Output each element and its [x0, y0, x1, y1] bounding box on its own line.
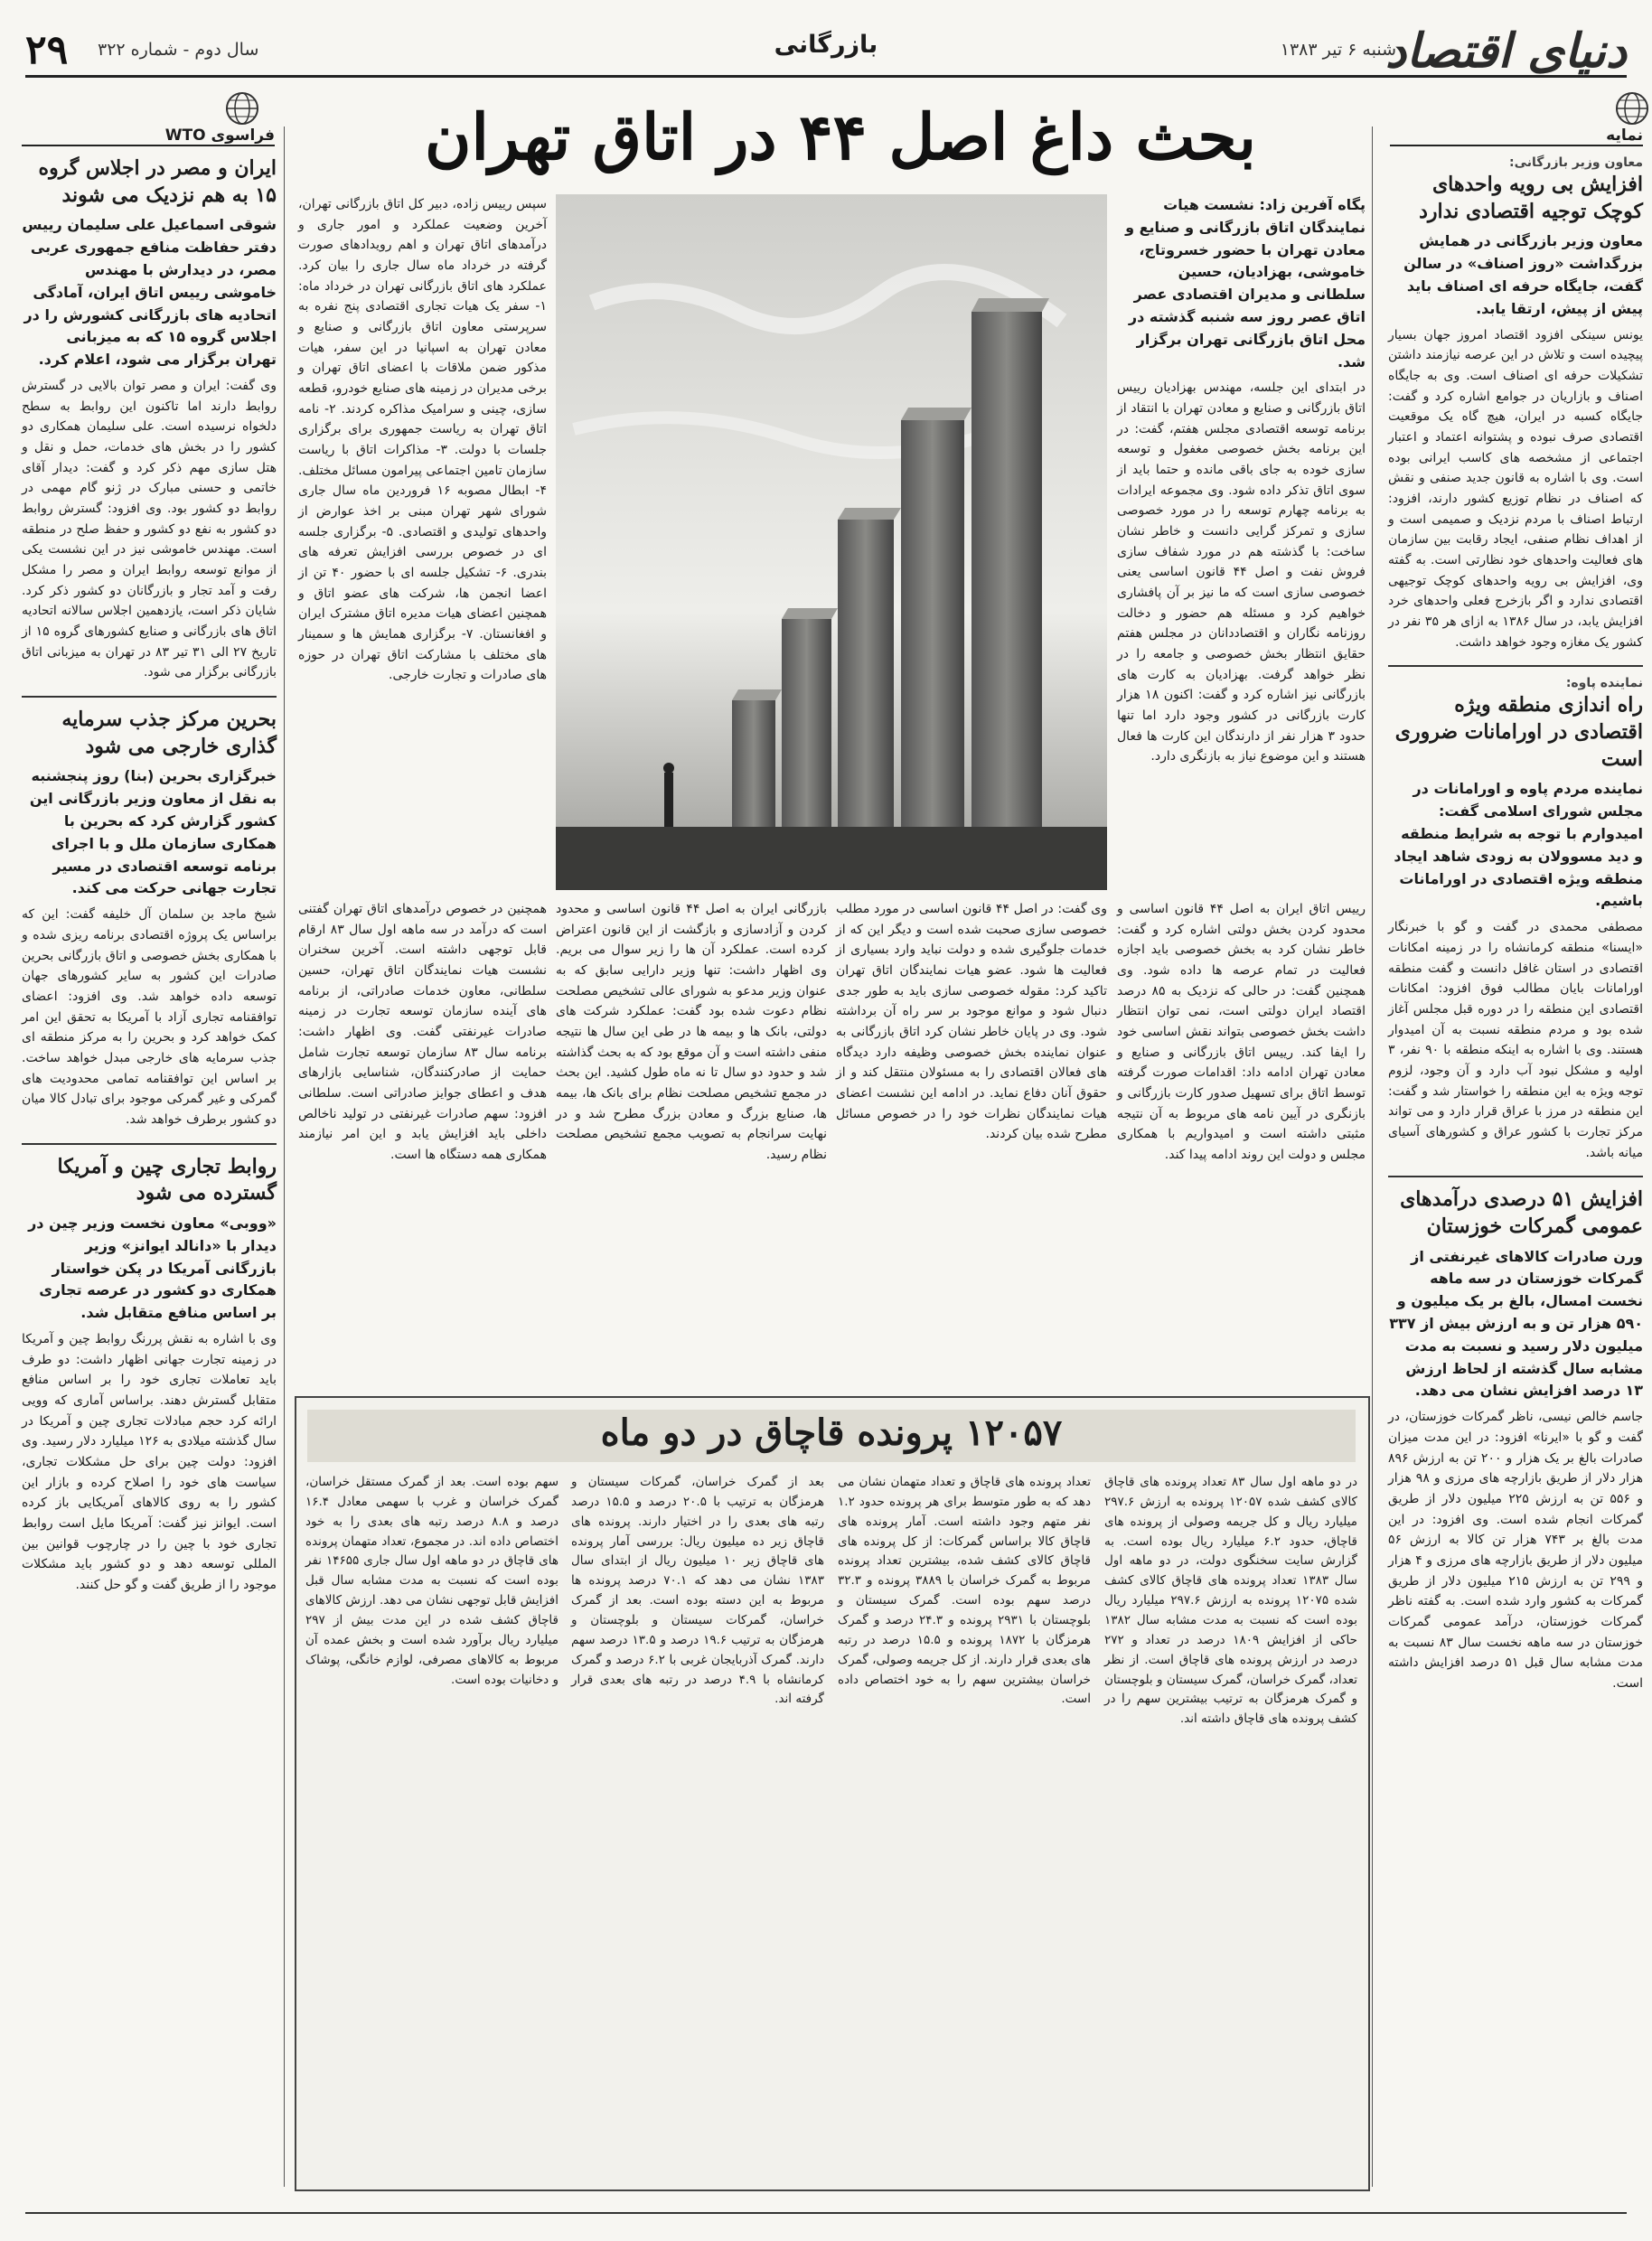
box-column: در دو ماهه اول سال ۸۳ تعداد پرونده های قاچاق کالای کشف شده ۱۲۰۵۷ پرونده به ارزش ۲۹۷.۶ میلیارد ریال و کل جریمه وصولی از پرونده های قاچاق، حدود ۶.۲ میلیارد ریال بوده است. به گزارش سایت سخنگوی دولت، در دو ماهه اول سال ۱۳۸۳ تعداد پرونده های قاچاق کالای کشف شده ۱۲۰۷۵ پرونده به ارزش ۲۹۷.۶ میلیارد ریال بوده است که نسبت به مدت مشابه سال ۱۳۸۲ حاکی از افزایش ۱۸۰۹ درصد در تعداد و ۲۷۲ درصد در ارزش پرونده های قاچاق است. از نظر تعداد، گمرک خراسان، گمرک سیستان و بلوچستان و گمرک هرمزگان به ترتیب بیشترین سهم را در کشف پرونده های قاچاق داشته اند. — [1104, 1475, 1357, 1727]
page-number: ۲۹ — [25, 27, 69, 73]
story-lead: خبرگزاری بحرین (بنا) روز پنجشنبه به نقل از معاون وزیر بازرگانی این کشور گزارش کرد که بحرین با همکاری سازمان ملل و با اجرای برنامه توسعه اقتصادی در مسیر تجارت جهانی حرکت می کند. — [29, 767, 277, 897]
story-kicker: معاون وزیر بازرگانی: — [1508, 155, 1643, 170]
story-kicker: نماینده پاوه: — [1565, 676, 1643, 691]
box-column: تعداد پرونده های قاچاق و تعداد متهمان نشان می دهد که به طور متوسط برای هر پرونده حدود ۱.۲ نفر متهم وجود داشته است. آمار پرونده های قاچاق کالا براساس گمرکات: از کل پرونده های قاچاق کالای کشف شده، بیشترین تعداد پرونده مربوط به گمرک خراسان با ۳۸۸۹ پرونده و ۳۲.۳ درصد سهم بوده است. گمرک سیستان و بلوچستان با ۲۹۳۱ پرونده و ۲۴.۳ درصد و گمرک هرمزگان با ۱۸۷۲ پرونده و ۱۵.۵ درصد در رتبه های بعدی قرار دارند. از کل جریمه وصولی، گمرک خراسان بیشترین سهم را به خود اختصاص داده است. — [838, 1475, 1091, 1707]
story-body: جاسم خالص نیسی، ناظر گمرکات خوزستان، در گفت و گو با «ایرنا» افزود: در این مدت میزان صادرات بالغ بر یک هزار و ۲۰۰ تن به ارزش ۸۹۶ هزار دلار از طریق بازارچه های مرزی و ۹۸ هزار و ۵۵۶ تن به ارزش ۲۲۵ میلیون دلار از طریق گمرکات انجام شده است. وی افزود: در این مدت بالغ بر ۷۴۳ هزار تن کالا به ارزش ۵۶ میلیون دلار از طریق بازارچه های مرزی و ۴ هزار و ۲۹۹ تن به ارزش ۲۱۵ میلیون دلار از طریق گمرکات به کشور وارد شده است. به گفته ناظر گمرکات خوزستان، درآمد عمومی گمرکات خوزستان در سه ماهه نخست سال ۸۳ نسبت به مدت مشابه سال قبل ۵۱ درصد افزایش داشته است. — [1388, 1410, 1644, 1691]
story-lead: شوقی اسماعیل علی سلیمان رییس دفتر حفاظت منافع جمهوری عربی مصر، در دیدارش با مهندس خاموشی رییس اتاق ایران، آمادگی اتحادیه های بازرگانی کشورش را در اجلاس گروه ۱۵ که به میزبانی تهران برگزار می شود، اعلام کرد. — [22, 216, 277, 369]
story-lead: معاون وزیر بازرگانی در همایش بزرگداشت «روز اصناف» در سالن گفت، جایگاه حرفه ای اصناف باید پیش از پیش، ارتقا یابد. — [1403, 232, 1643, 317]
box-column: بعد از گمرک خراسان، گمرکات سیستان و هرمزگان به ترتیب با ۲۰.۵ درصد و ۱۵.۵ درصد رتبه های بعدی را در اختیار دارند. پرونده های قاچاق زیر ده میلیون ریال: بررسی آمار پرونده های قاچاق زیر ۱۰ میلیون ریال از ابتدای سال ۱۳۸۳ نشان می دهد که ۷۰.۱ درصد پرونده ها مربوط به این دسته بوده است. بعد از گمرک خراسان، گمرکات سیستان و بلوچستان و هرمزگان به ترتیب ۱۹.۶ درصد و ۱۳.۵ درصد سهم دارند. گمرک آذربایجان غربی با ۶.۲ درصد و گمرک کرمانشاه با ۴.۹ درصد در رتبه های بعدی قرار گرفته اند. — [571, 1475, 824, 1707]
story-title: افزایش بی رویه واحدهای کوچک توجیه اقتصادی ندارد — [1419, 173, 1643, 223]
globe-icon — [1614, 90, 1650, 127]
story-body: وی با اشاره به نقش پررنگ روابط چین و آمریکا در زمینه تجارت جهانی اظهار داشت: دو طرف باید تعاملات تجاری خود را بر اساس منافع متقابل گسترش دهند. براساس آماری که وویی ارائه کرد حجم مبادلات تجاری چین و آمریکا در سال گذشته میلادی به ۱۲۶ میلیارد دلار رسید. وی افزود: دولت چین برای حل مشکلات تجاری، سیاست های خود را اصلاح کرده و بازار این کشور را به روی کالاهای آمریکایی باز کرده است. ایوانز نیز گفت: آمریکا مایل است روابط تجاری خود با چین را در چارچوب قوانین بین المللی توسعه دهد و دو کشور باید مشکلات موجود را از طریق گفت و گو حل کنند. — [22, 1331, 277, 1592]
section-divider — [22, 696, 277, 698]
article-text: وی گفت: در اصل ۴۴ قانون اساسی در مورد مطلب خصوصی سازی صحبت شده است و دیگر این که از خدمات جلوگیری شده و دولت نباید وارد بسیاری از فعالیت ها شود. عضو هیات نمایندگان اتاق تهران تاکید کرد: مقوله خصوصی سازی باید به طور جدی دنبال شود و موانع موجود بر سر راه آن برداشته شود. وی در پایان خاطر نشان کرد اتاق بازرگانی به عنوان نماینده بخش خصوصی وظیفه دارد دیدگاه های فعالان اقتصادی را به مسئولان منتقل کند و از حقوق آنان دفاع نماید. در ادامه این نشست اعضای هیات نمایندگان نظرات خود را در خصوص مسائل مطرح شده بیان کردند. — [836, 902, 1107, 1142]
story-lead: ورن صادرات کالاهای غیرنفتی از گمرکات خوزستان در سه ماهه نخست امسال، بالغ بر یک میلیون و ۵۹۰ هزار تن و به ارزش بیش از ۳۳۷ میلیون دلار رسید و نسبت به مدت مشابه سال گذشته از لحاظ ارزش ۱۳ درصد افزایش نشان می دهد. — [1389, 1247, 1643, 1400]
globe-icon — [224, 90, 260, 127]
section-divider — [22, 1143, 277, 1145]
article-text: بازرگانی ایران به اصل ۴۴ قانون اساسی و محدود کردن و آزادسازی و بازگشت از این قانون اعتراض کرده است. عملکرد آن ها را زیر سوال می بریم. وی اظهار داشت: تنها وزیر دارایی سابق که به عنوان وزیر مدعو به شورای عالی تشخیص مصلحت نظام دعوت شده بود گفت: عملکرد شرکت های دولتی، بانک ها و بیمه ها در طی این سال ها نتیجه منفی داشته است و آن موقع بود که به بحث گذاشته شد و حدود دو سال تا نه ماه طول کشید. این بحث در مجمع تشخیص مصلحت نظام برای بانک ها، بیمه ها، صنایع بزرگ و معادن بزرگ مطرح شد و در نهایت سرانجام به تصویب مجمع تشخیص مصلحت نظام رسید. — [556, 902, 827, 1163]
issue-info: سال دوم - شماره ۳۲۲ — [98, 40, 259, 60]
story-title: افزایش ۵۱ درصدی درآمدهای عمومی گمرکات خوزستان — [1400, 1187, 1643, 1238]
column-label-index: نمایه — [1390, 127, 1643, 146]
story-title: ایران و مصر در اجلاس گروه ۱۵ به هم نزدیک می شوند — [38, 156, 277, 207]
article-column — [298, 194, 547, 904]
article-text: سپس رییس زاده، دبیر کل اتاق بازرگانی تهران، آخرین وضعیت عملکرد و امور جاری و درآمدهای اتاق تهران و اهم رویدادهای صورت گرفته در خرداد ماه سال جاری را بیان کرد. عملکرد های اتاق بازرگانی تهران در خرداد ماه: ۱- سفر یک هیات تجاری اقتصادی پنج نفره به سرپرستی معاون اتاق بازرگانی و صنایع و معادن تهران به اسپانیا در این سفر، هیات مذکور ضمن ملاقات با اعضای اتاق تهران و برخی مدیران در زمینه های صنایع خودرو، قطعه سازی، چینی و سرامیک مذاکره کردند. ۲- نامه اتاق تهران به ریاست جمهوری برای برگزاری جلسات با دولت. ۳- مذاکرات اتاق با ریاست سازمان تامین اجتماعی پیرامون مسائل مختلف. ۴- ابطال مصوبه ۱۶ فروردین ماه سال جاری شورای شهر تهران مبنی بر اخذ عوارض از واحدهای تولیدی و اقتصادی. ۵- برگزاری جلسه ای در خصوص بررسی افزایش تعرفه های بندری. ۶- تشکیل جلسه ای با حضور ۴۰ تن از اعضا انجمن ها، شرکت های عضو اتاق و همچنین اعضای هیات مدیره اتاق مشترک ایران و افغانستان. ۷- برگزاری همایش ها و سمینار های مختلف با مشارکت اتاق تهران در حوزه های صادرات و تجارت خارجی. — [298, 197, 548, 683]
story-body: شیخ ماجد بن سلمان آل خلیفه گفت: این که براساس یک پروژه اقتصادی برنامه ریزی شده و با همکاری بخش خصوصی و اتاق بازرگانی بحرین صادرات این کشور به سایر کشورهای جهان توسعه داده خواهد شد. وی افزود: اعضای توافقنامه تجاری آزاد با آمریکا به تحقق این امر کمک خواهد کرد و بحرین را به مرکز منطقه ای جذب سرمایه های خارجی مبدل خواهد ساخت. بر اساس این توافقنامه تمامی محدودیت های گمرکی و غیر گمرکی موجود برای تبادل کالا میان دو کشور برطرف خواهد شد. — [22, 907, 277, 1127]
story-title: روابط تجاری چین و آمریکا گسترده می شود — [57, 1154, 277, 1205]
section-title: بازرگانی — [774, 31, 878, 59]
right-news-column — [1388, 155, 1643, 2189]
story-lead: نماینده مردم پاوه و اورامانات در مجلس شورای اسلامی گفت: اميدوارم با توجه به شرايط منطقه و ديد مسوولان به زودی شاهد ایجاد منطقه ويژه اقتصادی در اورامانات باشيم. — [1394, 780, 1643, 910]
article-lead: پگاه آفرین زاد: نشست هیات نمایندگان اتاق بازرگانی و صنایع و معادن تهران با حضور خسروتاج، خاموشی، بهزادیان، حسین سلطانی و مدیران اقتصادی عصر اتاق عصر روز سه شنبه گذشته در محل اتاق بازرگانی تهران برگزار شد. — [1125, 196, 1366, 370]
article-text: همچنین در خصوص درآمدهای اتاق تهران گفتنی است که درآمد در سه ماهه اول سال ۸۳ ارقام قابل توجهی داشته است. آخرین سخنران نشست هیات نمایندگان اتاق تهران، حسین سلطانی، معاون خدمات صادراتی، از برنامه های آینده سازمان توسعه تجارت در زمینه صادرات غیرنفتی گفت. وی اظهار داشت: برنامه سال ۸۳ سازمان توسعه تجارت شامل حمایت از صادرکنندگان، شناسایی بازارهای هدف و اعطای جوایز صادراتی است. سلطانی افزود: سهم صادرات غیرنفتی در تولید ناخالص داخلی باید افزایش یابد و این امر نیازمند همکاری همه دستگاه ها است. — [298, 902, 547, 1163]
story-title: بحرین مرکز جذب سرمایه گذاری خارجی می شود — [61, 708, 277, 758]
story-body: وی گفت: ایران و مصر توان بالایی در گسترش روابط دارند اما تاکنون این روابط به سطح دلخواه نرسیده است. علی سلیمان همکاری دو کشور را در بخش های خدمات، حمل و نقل و هتل سازی مهم ذکر کرد و گفت: دیدار آقای خاتمی و حسنی مبارک در ژنو گام مهمی در روابط دو کشور بود. وی افزود: گسترش روابط دو کشور به نفع دو کشور و حفظ صلح در منطقه است. مهندس خاموشی نیز در این نشست یکی از موانع توسعه روابط ایران و مصر را مشکل رفت و آمد تجار و بازرگانان دو کشور ذکر کرد. شایان ذکر است، یازدهمین اجلاس سالانه اتحادیه اتاق های بازرگانی و صنایع کشورهای گروه ۱۵ از تاریخ ۲۷ الی ۳۱ تیر ۸۳ در تهران به میزبانی اتاق بازرگانی برگزار می شود. — [22, 378, 277, 680]
article-column — [298, 899, 547, 1383]
footer-rule — [25, 2212, 1627, 2214]
section-divider — [1388, 1176, 1643, 1177]
story-body: مصطفی محمدی در گفت و گو با خبرنگار «ایسنا» منطقه کرمانشاه را در زمینه امکانات اقتصادی در استان غافل دانست و گفت منطقه اورامانات بایان مطالب فوق افزود: امکانات اقتصادی این منطقه را در دوره قبل مجلس آغاز شده بود و مردم منطقه نسبت به آن امیدوار هستند. وی با اشاره به اینکه منطقه با ۹۰ نفر، ۳ اولیه و مشکل نبود آب دارد و آن وجود، لزوم توجه ویژه به این منطقه را خواستار شد و گفت: این منطقه در مرز با عراق قرار دارد و می تواند مرکز تجارت با کشور عراق و کشورهای آسیای میانه باشد. — [1388, 920, 1643, 1160]
box-column: سهم بوده است. بعد از گمرک مستقل خراسان، گمرک خراسان و غرب با سهمی معادل ۱۶.۴ درصد و ۸.۸ درصد رتبه های بعدی را به خود اختصاص داده اند. در مجموع، تعداد متهمان پرونده های قاچاق در دو ماهه اول سال جاری ۱۴۶۵۵ نفر بوده است که نسبت به مدت مشابه سال قبل افزایش قابل توجهی نشان می دهد. ارزش کالاهای قاچاق کشف شده در این مدت بیش از ۲۹۷ میلیارد ریال برآورد شده است و بخش عمده آن مربوط به کالاهای مصرفی، لوازم خانگی، پوشاک و دخانیات بوده است. — [305, 1475, 559, 1687]
page-header — [25, 23, 1627, 79]
column-divider — [284, 127, 285, 2187]
article-column — [1117, 194, 1366, 764]
section-divider — [1388, 665, 1643, 667]
issue-date: شنبه ۶ تیر ۱۳۸۳ — [1280, 40, 1396, 60]
story-title: راه اندازی منطقه ویژه اقتصادی در اورامانات ضروری است — [1394, 693, 1643, 771]
article-column — [836, 899, 1107, 1383]
story-lead: «ووبی» معاون نخست وزیر چین در دیدار با «دانالد ایوانز» وزیر بازرگانی آمریکا در پکن خواستار همکاری دو کشور در عرصه تجاری بر اساس منافع متقابل شد. — [28, 1214, 277, 1322]
illustration-pillars — [556, 194, 1107, 890]
article-illustration — [556, 194, 1107, 890]
left-news-column — [22, 155, 277, 2189]
main-headline: بحث داغ اصل ۴۴ در اتاق تهران — [425, 99, 1256, 174]
article-column — [1117, 899, 1366, 1387]
column-divider — [1372, 127, 1373, 2187]
article-text: رییس اتاق ایران به اصل ۴۴ قانون اساسی و محدود کردن بخش دولتی اشاره کرد و گفت: خاطر نشان کرد به بخش خصوصی باید اجازه فعالیت در تمام عرصه ها داده شود. وی همچنین گفت: در حالی که نزدیک به ۸۵ درصد اقتصاد ایران دولتی است، نمی توان انتظار داشت بخش خصوصی بتواند نقش اساسی خود را ایفا کند. رییس اتاق بازرگانی و صنایع و معادن تهران ادامه داد: اقدامات صورت گرفته توسط اتاق برای تسهیل صدور کارت بازرگانی و بازنگری در آیین نامه های مربوط به آن نتیجه مثبتی داشته است و امیدواریم با همکاری مجلس و دولت این روند ادامه پیدا کند. — [1117, 902, 1366, 1163]
article-column — [556, 899, 827, 1383]
article-text: در ابتدای این جلسه، مهندس بهزادیان رییس اتاق بازرگانی و صنایع و معادن تهران با انتقاد از برنامه توسعه اقتصادی مجلس هفتم، گفت: در این برنامه بخش خصوصی مغفول و توسعه سازی خوده به جای باقی مانده و حتما باید از سوی اتاق تذکر داده شود. وی مجموعه ایرادات به برنامه چهارم توسعه را در مورد خصوصی سازی و تمرکز گرایی دانست و خاطر نشان ساخت: با گذشته هم در مورد شفاف سازی فروش نفت و اصل ۴۴ قانون اساسی یعنی خصوصی سازی است که ما نیز بر آن پافشاری خواهیم کرد و مسئله هم حضور و دخالت روزنامه نگاران و اقتصاددانان در مجلس هفتم حقایق انتظار بخش خصوصی و جامعه را در نظر خواهد گرفت. بهزادیان به کارت های بازرگانی نیز اشاره کرد و گفت: اکنون ۱۸ هزار کارت بازرگانی در کشور وجود دارد اما تنها حدود ۳ هزار نفر از دارندگان این کارت ها فعال هستند و این موضوع نیاز به بازنگری دارد. — [1117, 380, 1366, 764]
story-body: یونس سینکی افزود اقتصاد امروز جهان بسیار پیچیده است و تلاش در این عرصه نیازمند داشتن تشکیلات حرفه ای اصناف است. وی به جایگاه اصناف و بازاریان در جوامع اشاره کرد و گفت: جایگاه کسبه در ایران، هیچ گاه یک موقعیت اقتصادی صرف نبوده و پشتوانه اعتماد و اعتبار اجتماعی از مشخصه های کاسب ایرانی بوده است. وی با اشاره به قانون جدید صنفی و نقش که اصناف در نظام توزیع کشور دارند، افزود: ارتباط اصناف با مردم نزدیک و صمیمی است و از اهداف نظام صنفی، ایجاد رقابت بین سازمان های فعالیت واحدهای خود نظارتی است. به گفته وی، افزایش بی رویه واحدهای کوچک توجیهی اقتصادی ندارد و اگر بازخرج فعلی واحدهای خرد افزایش یابد، در سال ۱۳۸۶ به ازای هر ۳۵ نفر در کشور یک مغازه وجود خواهد داشت. — [1388, 327, 1643, 650]
box-headline: ۱۲۰۵۷ پرونده قاچاق در دو ماه — [600, 1411, 1063, 1454]
masthead-logo: دنیای اقتصاد — [1384, 23, 1627, 79]
column-label-wto: فراسوی WTO — [22, 127, 275, 146]
